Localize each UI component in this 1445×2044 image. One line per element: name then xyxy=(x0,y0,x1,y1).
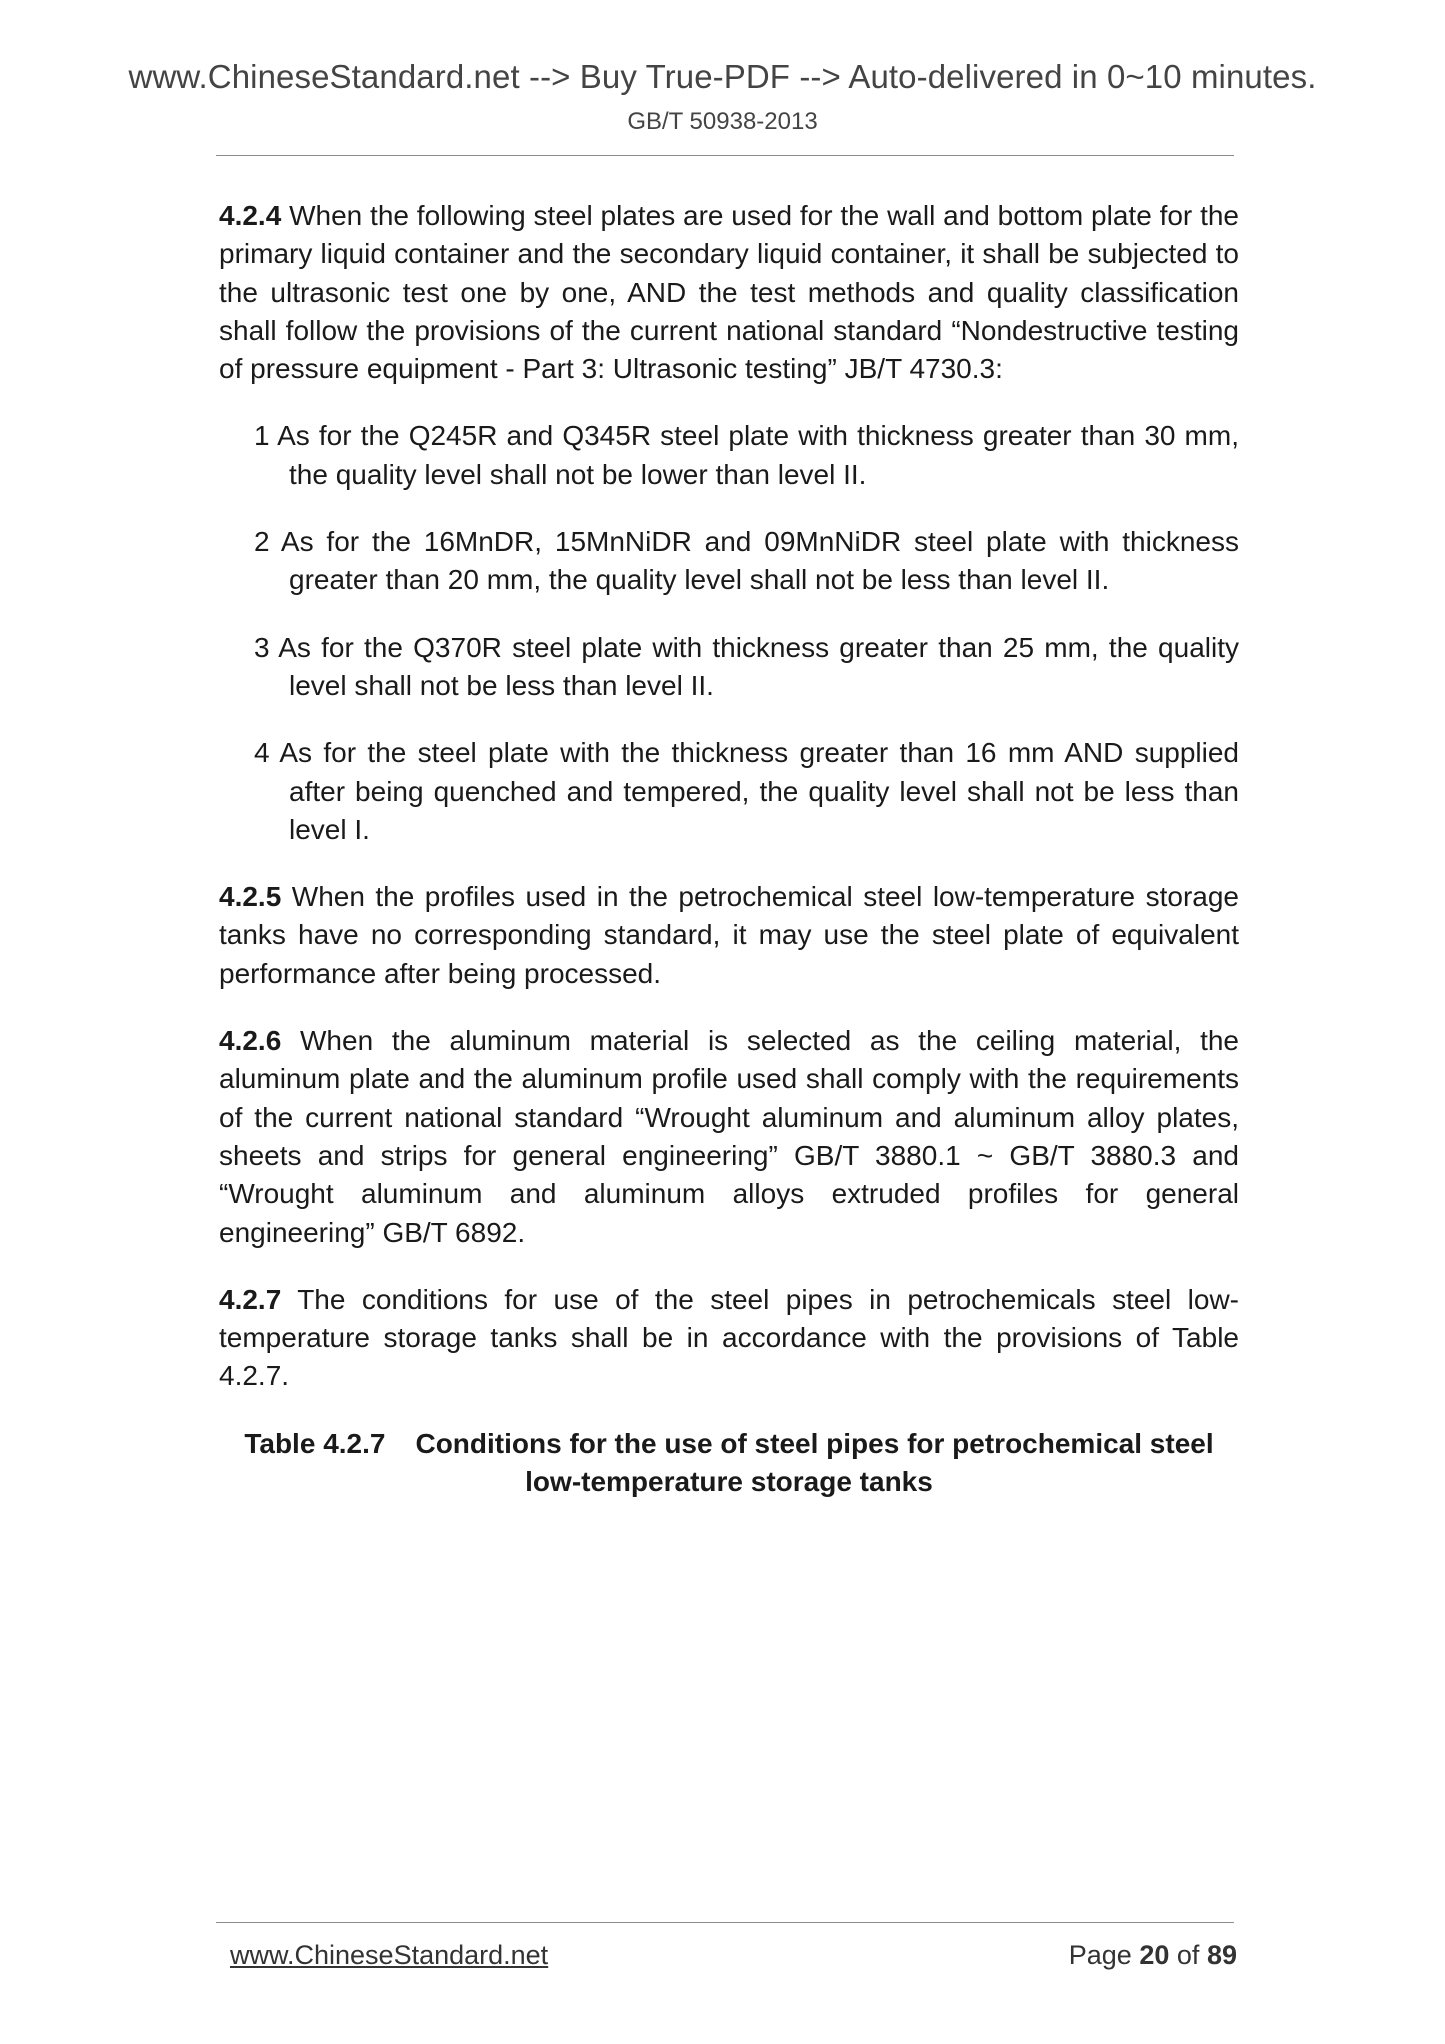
list-item-4: 4 As for the steel plate with the thickness greater than 16 mm AND supplied after being quenched and tempered, the quality level shall not be less than level I. xyxy=(254,737,1239,845)
page-indicator xyxy=(1069,1940,1237,1971)
table-title-text: Conditions for the use of steel pipes for petrochemical steel xyxy=(415,1427,1214,1459)
clause-number: 4.2.6 xyxy=(219,1025,282,1057)
header-divider xyxy=(216,155,1234,156)
clause-text: When the profiles used in the petrochemical steel low-temperature storage tanks have no corresponding standard, it may use the steel plate of equivalent performance after being processed. xyxy=(219,881,1239,989)
table-title xyxy=(219,1425,1239,1501)
list-item-2: 2 As for the 16MnDR, 15MnNiDR and 09MnNiDR steel plate with thickness greater than 20 mm, the quality level shall not be less than level II. xyxy=(254,526,1239,596)
clause-4-2-5 xyxy=(219,878,1239,993)
footer-divider xyxy=(216,1922,1234,1923)
list-item-1: 1 As for the Q245R and Q345R steel plate with thickness greater than 30 mm, the quality level shall not be lower than level II. xyxy=(254,420,1239,490)
list-item-3: 3 As for the Q370R steel plate with thickness greater than 25 mm, the quality level shall not be less than level II. xyxy=(254,631,1239,701)
clause-text: When the aluminum material is selected as the ceiling material, the aluminum plate and the aluminum profile used shall comply with the requirements of the current national standard “Wrought aluminum and aluminum alloy plates, sheets and strips for general engineering” GB/T 3880.1 ~ GB/T 3880.3 and “Wrought aluminum and aluminum alloys extruded profiles for general engineering” GB/T 6892. xyxy=(219,1025,1239,1248)
page-current: 20 xyxy=(1139,1940,1170,1970)
table-title-line2: low-temperature storage tanks xyxy=(525,1465,933,1497)
of-word: of xyxy=(1176,1940,1200,1970)
clause-4-2-7 xyxy=(219,1281,1239,1396)
clause-number: 4.2.5 xyxy=(219,881,282,913)
clause-number: 4.2.7 xyxy=(219,1283,282,1315)
table-number: Table 4.2.7 xyxy=(244,1427,386,1459)
clause-4-2-4 xyxy=(219,197,1239,388)
footer-website-link[interactable]: www.ChineseStandard.net xyxy=(230,1940,549,1970)
clause-text: When the following steel plates are used for the wall and bottom plate for the primary liquid container and the secondary liquid container, it shall be subjected to the ultrasonic test one by one, AND the test methods and quality classification shall follow the provisions of the current national standard “Nondestructive testing of pressure equipment - Part 3: Ultrasonic testing” JB/T 4730.3: xyxy=(219,200,1239,385)
page-total: 89 xyxy=(1206,1940,1237,1970)
page-word: Page xyxy=(1068,1940,1132,1970)
standard-code: GB/T 50938-2013 xyxy=(627,108,818,135)
clause-text: The conditions for use of the steel pipes in petrochemicals steel low-temperature storage tanks shall be in accordance with the provisions of Table 4.2.7. xyxy=(219,1283,1239,1392)
table-title-line1 xyxy=(219,1425,1239,1463)
clause-4-2-6 xyxy=(219,1022,1239,1252)
page-content xyxy=(219,197,1239,1501)
header-banner: www.ChineseStandard.net --> Buy True-PDF --> Auto-delivered in 0~10 minutes. xyxy=(128,58,1317,95)
clause-number: 4.2.4 xyxy=(219,200,282,231)
